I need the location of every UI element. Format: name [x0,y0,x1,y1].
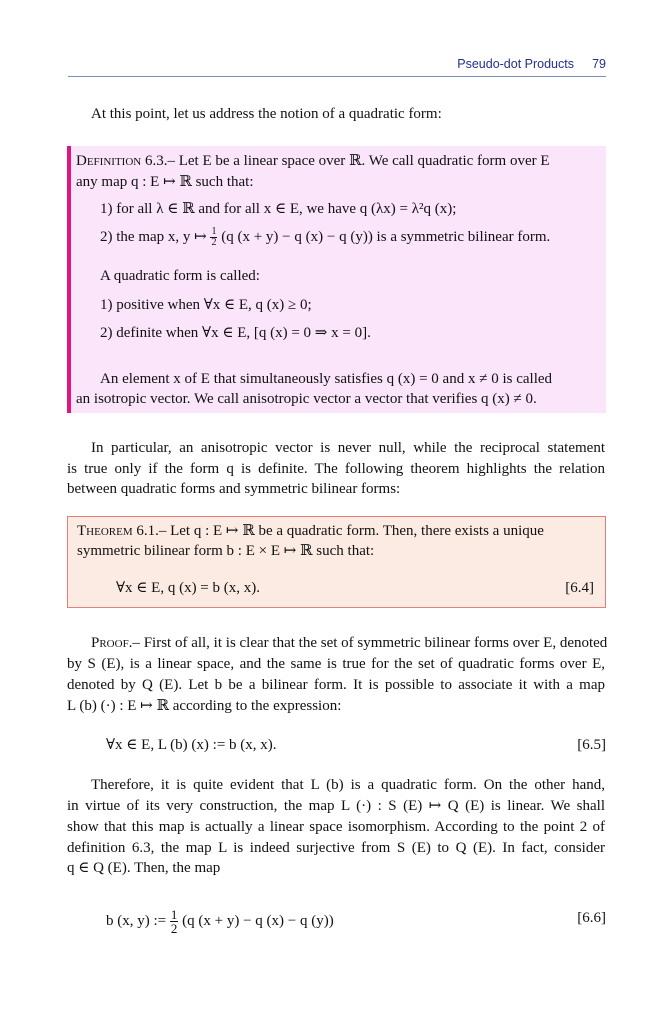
definition-label: Definition 6.3.– [76,153,175,169]
running-header [68,54,606,77]
para1-line-1: In particular, an anisotropic vector is never null, while the reciprocal statement [91,440,605,456]
definition-item-2: 2) the map x, y ↦ $\frac{1}{2}$ (q (x + y) − q (x) − q (y)) is a symmetric bilinear form. [100,226,551,249]
para1-line-3: between quadratic forms and symmetric bilinear forms: [67,481,401,497]
half-fraction: $\frac{1}{2}$ [211,226,217,249]
proof-line-3: denoted by Q (E). Let b be a bilinear form. It is possible to associate it with a map [67,677,605,693]
proof-eq-number: [6.5] [577,737,606,753]
para1-line-2: is true only if the form q is definite. The following theorem highlights the relation [67,461,605,477]
page-number: 79 [592,57,606,71]
theorem-line-2: symmetric bilinear form b : E × E ↦ ℝ such that: [77,543,375,559]
half-fraction-large: $\frac{1}{2}$ [170,907,178,936]
theorem-label: Theorem 6.1.– [77,523,167,539]
definition-isotropic-2: an isotropic vector. We call anisotropic vector a vector that verifies q (x) ≠ 0. [76,391,537,407]
para2-line-1: Therefore, it is quite evident that L (b) is a quadratic form. On the other hand, [91,777,605,793]
equation-6-6: b (x, y) := $\frac{1}{2}$ (q (x + y) − q (x) − q (y)) [106,907,334,936]
intro-text: At this point, let us address the notion of a quadratic form: [91,106,442,122]
definition-positive: 1) positive when ∀x ∈ E, q (x) ≥ 0; [100,297,312,313]
definition-line-1: Definition 6.3.– Let E be a linear space over ℝ. We call quadratic form over E [76,153,550,169]
theorem-line-1: Theorem 6.1.– Let q : E ↦ ℝ be a quadratic form. Then, there exists a unique [77,523,544,539]
proof-label: Proof.– [91,635,140,651]
proof-equation: ∀x ∈ E, L (b) (x) := b (x, x). [106,737,277,753]
eq66-number: [6.6] [577,910,606,926]
theorem-equation: ∀x ∈ E, q (x) = b (x, x). [116,580,261,596]
proof-line-1: Proof.– First of all, it is clear that the set of symmetric bilinear forms over E, denoted [91,635,608,651]
theorem-eq-number: [6.4] [565,580,594,596]
definition-called: A quadratic form is called: [100,268,260,284]
para2-line-3: show that this map is actually a linear space isomorphism. According to the point 2 of [67,819,605,835]
definition-item-1: 1) for all λ ∈ ℝ and for all x ∈ E, we have q (λx) = λ²q (x); [100,201,457,217]
definition-isotropic-1: An element x of E that simultaneously satisfies q (x) = 0 and x ≠ 0 is called [100,371,553,387]
proof-line-2: by S (E), is a linear space, and the same is true for the set of quadratic forms over E, [67,656,605,672]
para2-line-4: definition 6.3, the map L is indeed surjective from S (E) to Q (E). In fact, consider [67,840,605,856]
para2-line-2: in virtue of its very construction, the map L (·) : S (E) ↦ Q (E) is linear. We shall [67,798,605,814]
running-title: Pseudo-dot Products [457,57,574,71]
definition-line-2: any map q : E ↦ ℝ such that: [76,174,254,190]
definition-definite: 2) definite when ∀x ∈ E, [q (x) = 0 ⇒ x = 0]. [100,325,371,341]
para2-line-5: q ∈ Q (E). Then, the map [67,860,221,876]
proof-line-4: L (b) (·) : E ↦ ℝ according to the expression: [67,698,342,714]
